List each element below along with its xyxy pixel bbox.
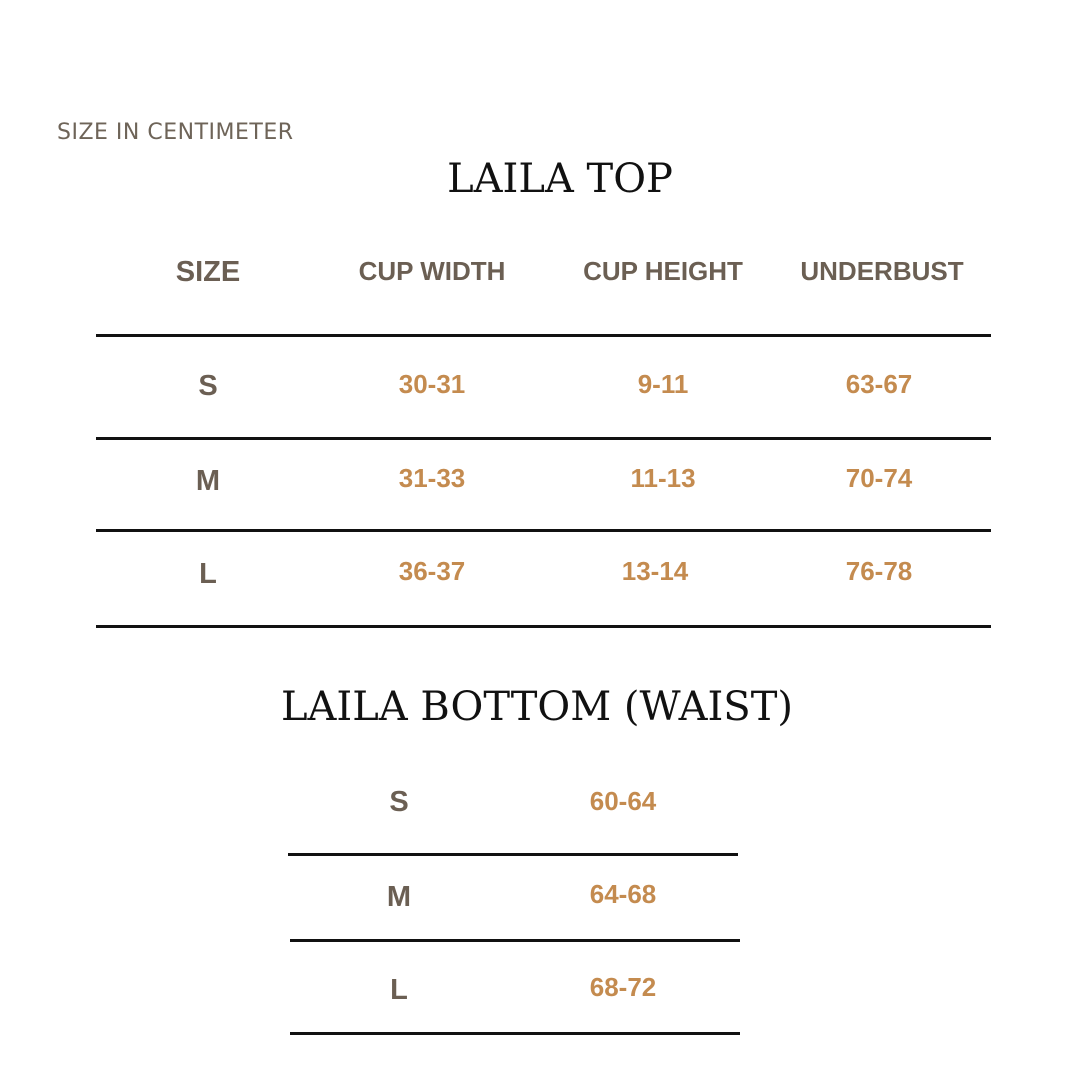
table-divider bbox=[96, 437, 991, 440]
table-divider bbox=[290, 1032, 740, 1035]
header-cup-height: CUP HEIGHT bbox=[583, 256, 743, 286]
size-label: L bbox=[199, 558, 217, 590]
bottom-table-title: LAILA BOTTOM (WAIST) bbox=[280, 684, 793, 730]
waist-value: 68-72 bbox=[589, 972, 657, 1002]
top-table-title: LAILA TOP bbox=[447, 156, 673, 202]
cup-height-value: 11-13 bbox=[630, 463, 696, 493]
waist-value: 64-68 bbox=[589, 879, 657, 909]
header-cup-width: CUP WIDTH bbox=[358, 256, 506, 286]
unit-note: SIZE IN CENTIMETER bbox=[57, 120, 294, 145]
underbust-value: 63-67 bbox=[845, 369, 913, 399]
table-divider bbox=[96, 625, 991, 628]
cup-height-value: 9-11 bbox=[637, 369, 689, 399]
underbust-value: 76-78 bbox=[845, 556, 913, 586]
size-label: S bbox=[198, 370, 218, 402]
table-divider bbox=[96, 334, 991, 337]
cup-width-value: 30-31 bbox=[398, 369, 466, 399]
cup-height-value: 13-14 bbox=[621, 556, 689, 586]
table-divider bbox=[96, 529, 991, 532]
cup-width-value: 31-33 bbox=[398, 463, 466, 493]
table-divider bbox=[290, 939, 740, 942]
size-label: M bbox=[195, 465, 221, 497]
cup-width-value: 36-37 bbox=[398, 556, 466, 586]
size-label: L bbox=[390, 974, 408, 1006]
size-label: M bbox=[386, 881, 412, 913]
size-label: S bbox=[389, 786, 409, 818]
underbust-value: 70-74 bbox=[845, 463, 913, 493]
table-divider bbox=[288, 853, 738, 856]
header-size: SIZE bbox=[175, 256, 241, 288]
header-underbust: UNDERBUST bbox=[800, 256, 964, 286]
waist-value: 60-64 bbox=[589, 786, 657, 816]
